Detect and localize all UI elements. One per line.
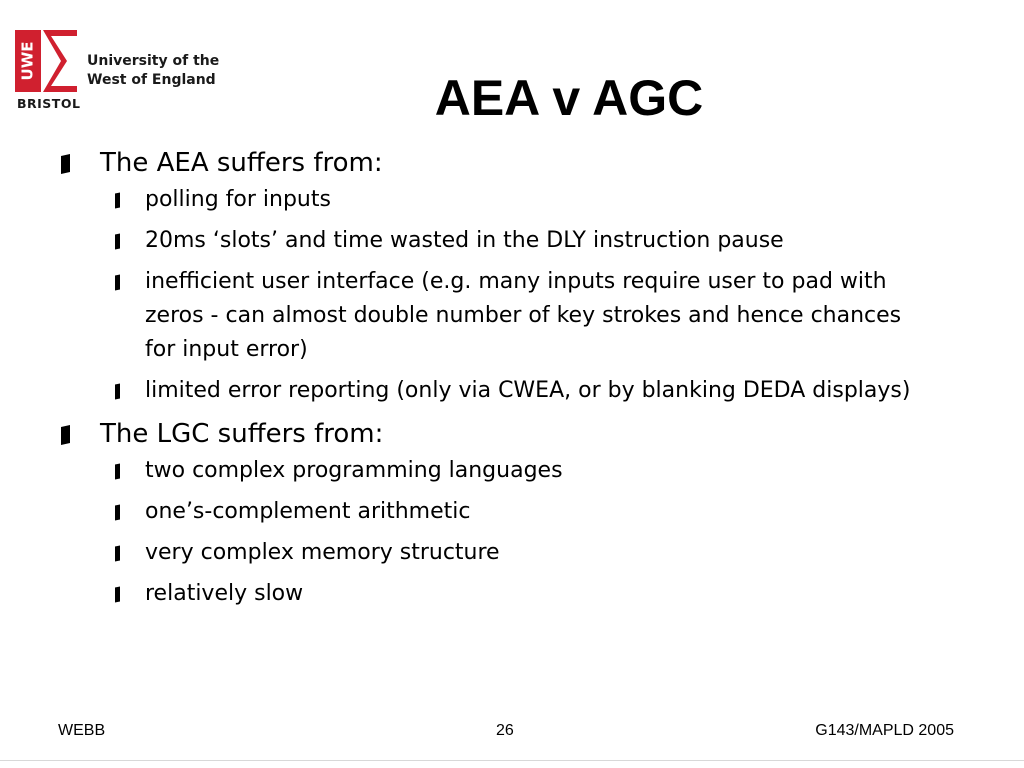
square-bullet-icon <box>61 154 70 174</box>
svg-text:UWE: UWE <box>18 41 37 81</box>
footer-event: G143/MAPLD 2005 <box>815 722 954 739</box>
slide-title: AEA v AGC <box>434 70 704 126</box>
footer-author: WEBB <box>58 722 106 739</box>
list-item: limited error reporting (only via CWEA, or by blanking DEDA displays) <box>58 374 935 408</box>
list-item: inefficient user interface (e.g. many inputs require user to pad with zeros - can almost double number of key strokes and hence chances for input error) <box>58 265 935 367</box>
bullet-icon <box>115 463 120 479</box>
list-item: one’s-complement arithmetic <box>58 495 935 529</box>
bullet-icon <box>115 233 120 249</box>
square-bullet-icon <box>61 425 70 445</box>
list-item: very complex memory structure <box>58 536 935 570</box>
footer-divider <box>0 760 1024 761</box>
list-item: two complex programming languages <box>58 454 935 488</box>
bullet-icon <box>115 274 120 290</box>
university-name: University of the West of England <box>87 53 220 88</box>
bullet-icon <box>115 586 120 602</box>
footer-page-number: 26 <box>496 722 514 739</box>
bullet-icon <box>115 545 120 561</box>
list-item: polling for inputs <box>58 183 935 217</box>
list-item: 20ms ‘slots’ and time wasted in the DLY instruction pause <box>58 224 935 258</box>
slide-body <box>58 144 958 618</box>
bullet-icon <box>115 504 120 520</box>
section-aea-heading: The AEA suffers from: <box>58 144 958 182</box>
section-lgc-heading: The LGC suffers from: <box>58 415 958 453</box>
logo-city: BRISTOL <box>17 96 81 111</box>
list-item: relatively slow <box>58 577 935 611</box>
bullet-icon <box>115 383 120 399</box>
bullet-icon <box>115 192 120 208</box>
